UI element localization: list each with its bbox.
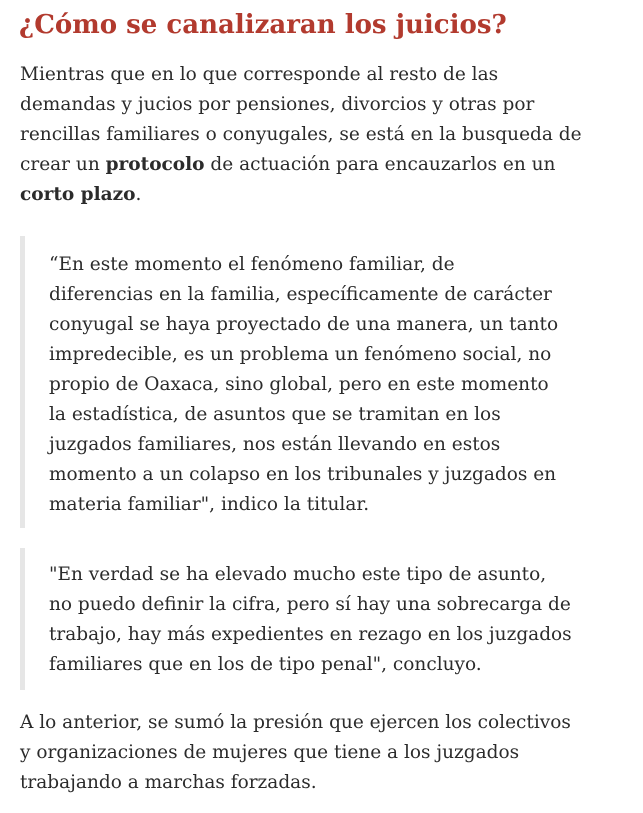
quote-line: propio de Oaxaca, sino global, pero en este momento <box>49 374 549 395</box>
bold-term-protocolo: protocolo <box>105 154 205 175</box>
intro-line: rencillas familiares o conyugales, se está en la busqueda de <box>20 124 582 145</box>
intro-text: crear un <box>20 154 106 175</box>
blockquote-titular <box>20 236 620 528</box>
quote-line: momento a un colapso en los tribunales y juzgados en <box>49 464 557 485</box>
quote-line: trabajo, hay más expedientes en rezago en los juzgados <box>49 624 572 645</box>
quote-line: “En este momento el fenómeno familiar, de <box>49 254 455 275</box>
quote-line: la estadística, de asuntos que se tramitan en los <box>49 404 501 425</box>
intro-text: de actuación para encauzarlos en un <box>204 154 556 175</box>
intro-line: demandas y jucios por pensiones, divorcios y otras por <box>20 94 535 115</box>
bold-term-corto-plazo: corto plazo <box>20 184 136 205</box>
intro-paragraph <box>20 60 582 210</box>
quote-line: conyugal se haya proyectado de una manera, un tanto <box>49 314 559 335</box>
quote-line: "En verdad se ha elevado mucho este tipo de asunto, <box>49 564 547 585</box>
quote-text <box>49 250 558 520</box>
blockquote-conclusion <box>20 548 620 690</box>
section-heading: ¿Cómo se canalizaran los juicios? <box>19 10 507 40</box>
closing-paragraph <box>20 708 571 798</box>
quote-text <box>49 560 572 680</box>
intro-line: Mientras que en lo que corresponde al resto de las <box>20 64 499 85</box>
closing-line: y organizaciones de mujeres que tiene a los juzgados <box>20 742 520 763</box>
quote-line: diferencias en la familia, específicamente de carácter <box>49 284 552 305</box>
closing-line: A lo anterior, se sumó la presión que ejercen los colectivos <box>20 712 571 733</box>
quote-line: impredecible, es un problema un fenómeno social, no <box>49 344 552 365</box>
intro-line <box>20 180 582 210</box>
quote-line: juzgados familiares, nos están llevando en estos <box>49 434 501 455</box>
intro-text: . <box>135 184 142 205</box>
quote-line: familiares que en los de tipo penal", concluyo. <box>49 654 482 675</box>
quote-line: materia familiar", indico la titular. <box>49 494 370 515</box>
intro-line <box>20 150 582 180</box>
closing-line: trabajando a marchas forzadas. <box>20 772 317 793</box>
quote-line: no puedo definir la cifra, pero sí hay una sobrecarga de <box>49 594 571 615</box>
